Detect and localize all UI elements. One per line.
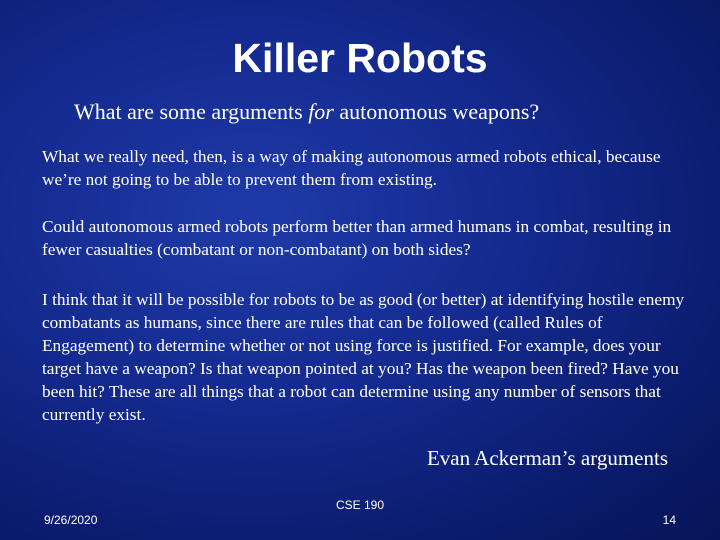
paragraph-identify-combatants: I think that it will be possible for robots to be as good (or better) at identifying hostile enemy combatants as humans, since there are rules that can be followed (called Rules of Engagement) to determine whether or not using force is justified. For example, does your target have a weapon? Is that weapon pointed at you? Has the weapon been fired? Have you been hit? These are all things that a robot can determine using any number of sensors that currently exist. <box>42 290 685 424</box>
paragraph-ethical-robots: What we really need, then, is a way of making autonomous armed robots ethical, because we’re not going to be able to prevent them from existing. <box>42 147 661 189</box>
subtitle-emphasis: for <box>308 99 334 124</box>
footer-date: 9/26/2020 <box>44 513 98 527</box>
subtitle-before: What are some arguments <box>74 99 309 124</box>
slide-title: Killer Robots <box>232 35 488 81</box>
footer-course: CSE 190 <box>335 498 385 512</box>
slide-subtitle <box>74 98 694 126</box>
paragraph-fewer-casualties: Could autonomous armed robots perform better than armed humans in combat, resulting in fewer casualties (combatant or non-combatant) on both sides? <box>42 217 672 259</box>
attribution: Evan Ackerman’s arguments <box>426 446 668 470</box>
footer-page-number: 14 <box>662 513 676 527</box>
subtitle-after: autonomous weapons? <box>333 99 540 124</box>
